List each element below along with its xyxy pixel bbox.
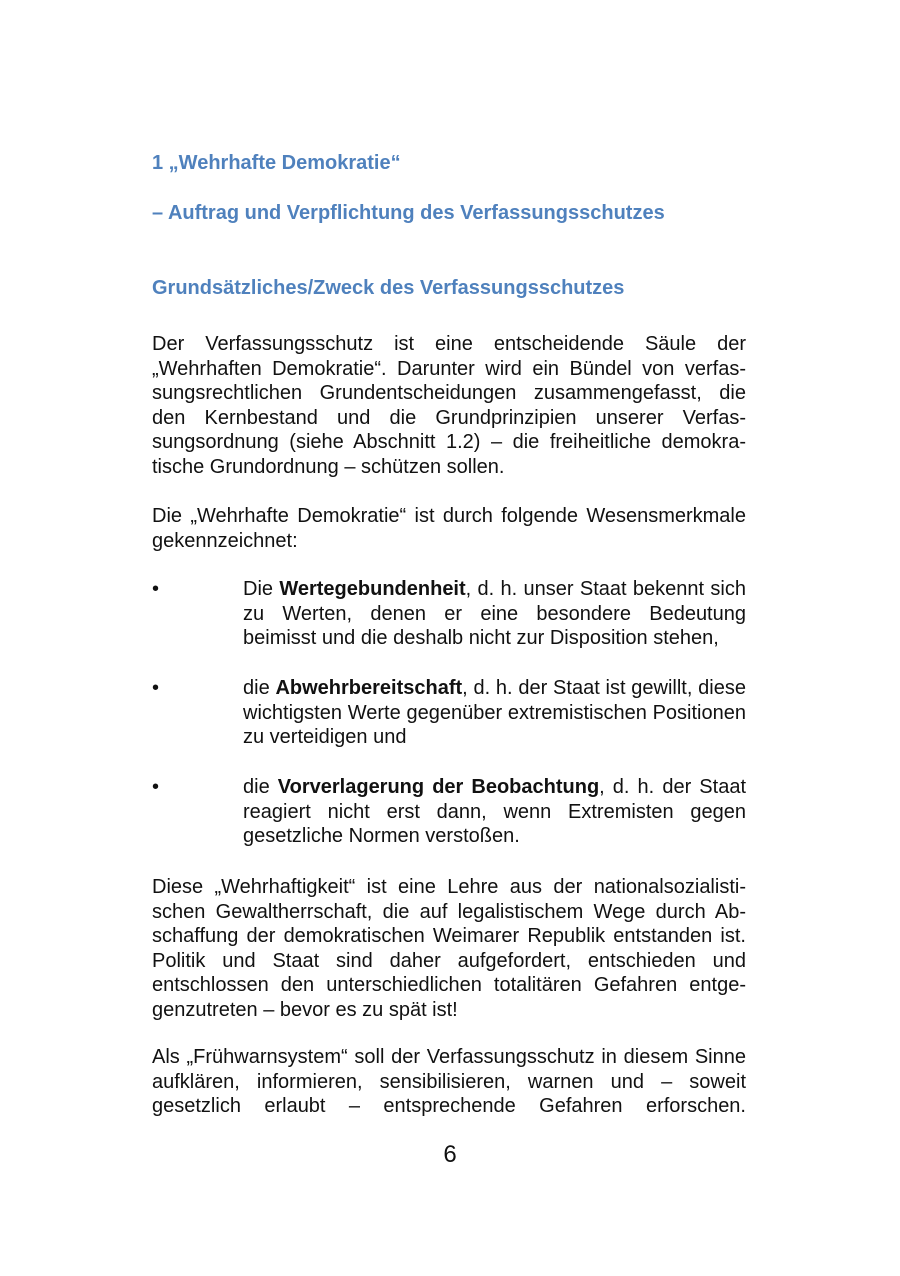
chapter-subtitle: – Auftrag und Verpflichtung des Verfassungsschutzes [152, 202, 665, 224]
list-item-prefix: Die [243, 578, 280, 600]
list-item-description: , d. h. der Staat reagiert nicht erst dann, wenn Extremisten gegen gesetzliche Normen verstoßen. [243, 776, 747, 847]
list-item-term: Wertegebundenheit [279, 578, 466, 600]
paragraph-early-warning: Als „Frühwarnsystem“ soll der Verfassungsschutz in diesem Sinne aufklären, informieren, sensibilisieren, warnen und – soweit gesetzlich erlaubt – entsprechende Gefahren erforschen. [152, 1046, 746, 1117]
list-item-term: Abwehrbereitschaft [275, 677, 463, 699]
list-item-description: , d. h. der Staat ist gewillt, diese wichtigsten Werte gegenüber extremistischen Positionen zu verteidigen und [243, 677, 746, 748]
list-item-text [243, 577, 746, 651]
bullet-icon: • [152, 776, 160, 798]
bullet-icon: • [152, 677, 160, 699]
chapter-title: 1 „Wehrhafte Demokratie“ [152, 152, 401, 174]
paragraph-history: Diese „Wehrhaftigkeit“ ist eine Lehre aus der nationalsozialistischen Gewaltherrschaft, die auf legalistischem Wege durch Abschaffung der demokratischen Weimarer Republik entstanden ist. Politik und Staat sind daher aufgefordert, entschieden und entschlossen den unterschiedlichen totalitären Gefahren entgegenzutreten – bevor es zu spät ist! [152, 876, 746, 1021]
bullet-icon: • [152, 578, 160, 600]
list-item-term: Vorverlagerung der Beobachtung [277, 776, 600, 798]
list-item-description: , d. h. unser Staat bekennt sich zu Werten, denen er eine besondere Bedeutung beimisst und die deshalb nicht zur Disposition stehen, [243, 578, 746, 649]
list-item-prefix: die [243, 677, 276, 699]
list-item-prefix: die [243, 776, 278, 798]
list-item-text [243, 775, 746, 849]
paragraph-intro: Der Verfassungsschutz ist eine entscheidende Säule der „Wehrhaften Demokratie“. Darunter wird ein Bündel von verfassungsrechtlichen Grundentscheidungen zusammengefasst, die den Kernbestand und die Grundprinzipien unserer Verfassungsordnung (siehe Abschnitt 1.2) – die freiheitliche demokratische Grundordnung – schützen sollen. [152, 333, 746, 478]
list-item-text [243, 676, 746, 750]
section-heading: Grundsätzliches/Zweck des Verfassungsschutzes [152, 277, 625, 299]
page-number: 6 [443, 1141, 457, 1168]
paragraph-features-intro: Die „Wehrhafte Demokratie“ ist durch folgende Wesensmerkmale gekennzeichnet: [152, 505, 746, 552]
